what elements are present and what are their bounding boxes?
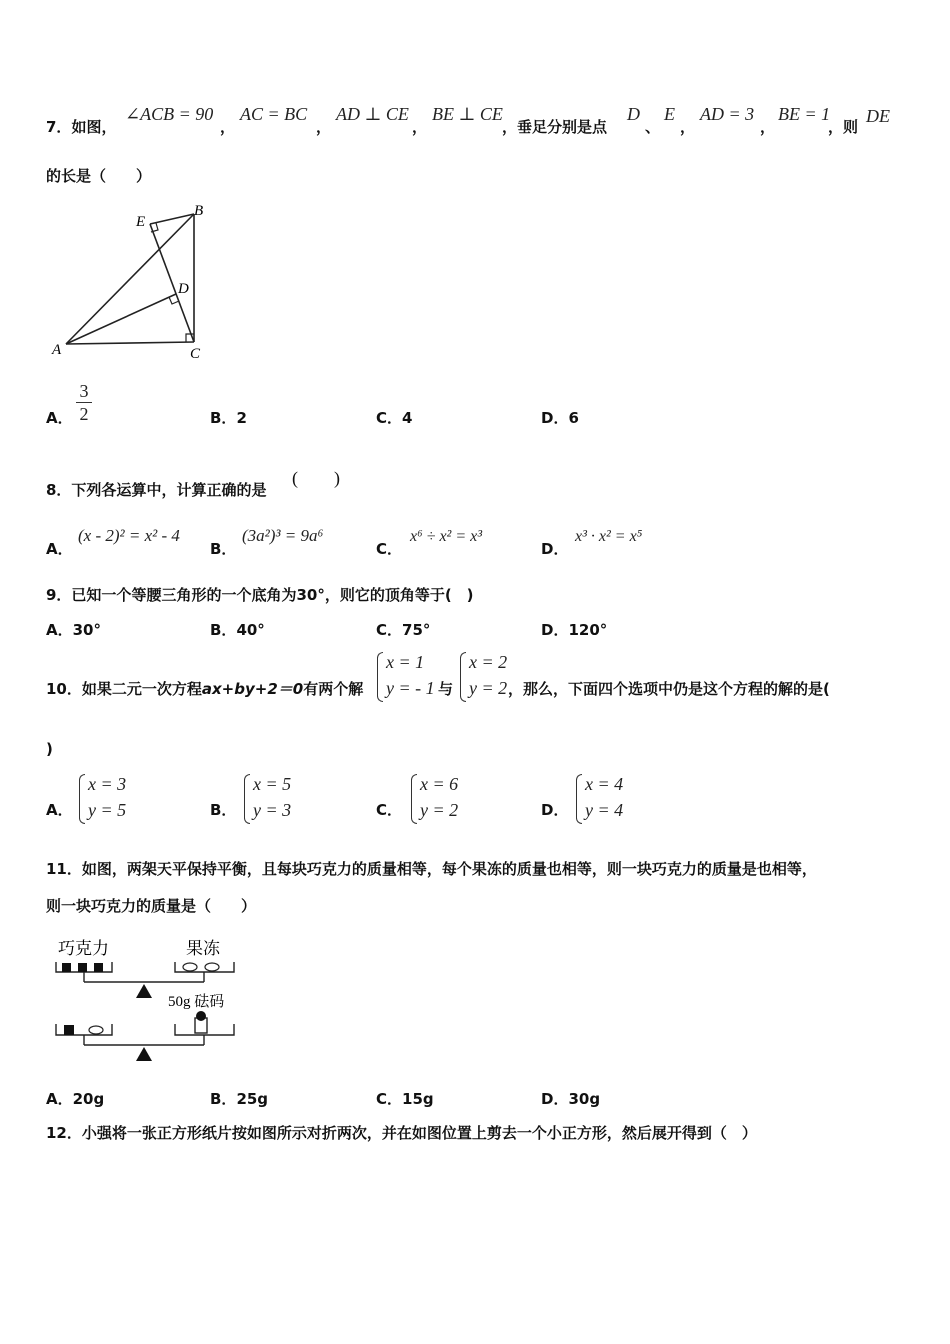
line-ac [66,342,194,344]
line-ab [66,214,194,344]
q10-sol2: x = 2 y = 2 [469,652,508,698]
jelly-1b [205,963,219,971]
q8-text: 8．下列各运算中，计算正确的是 [46,481,267,499]
q9-text: 9．已知一个等腰三角形的一个底角为30°，则它的顶角等于( ) [46,586,474,604]
q7-cond-be-perp: BE ⊥ CE [432,104,503,124]
weight-knob [196,1011,206,1021]
q7-cond-ad-perp: AD ⊥ CE [336,104,409,124]
q11-option-b[interactable]: B．25g [210,1090,269,1108]
q8-option-a[interactable]: A． [46,540,73,558]
q7-sep: ， [412,118,428,136]
q8-option-d[interactable]: D． [541,540,569,558]
q10-option-a-brace [79,774,85,824]
q7-point-d: D [627,104,640,124]
q7-sep: ， [760,118,776,136]
q11-option-a[interactable]: A．20g [46,1090,105,1108]
q10-option-c-brace [411,774,417,824]
q8-option-c[interactable]: C． [376,540,403,558]
q7-option-a-fraction: 3 2 [74,381,94,424]
q11-line2: 则一块巧克力的质量是（ ） [46,897,257,915]
q8-option-d-expr: x³ · x² = x⁵ [575,528,643,545]
q10-pre: 10．如果二元一次方程ax+by+2＝0有两个解 [46,680,364,698]
q11-balance-figure [50,932,250,1067]
q8-option-a-expr: (x - 2)² = x² - 4 [78,526,180,545]
q7-foot-text: ，垂足分别是点 [502,118,608,136]
q7-de: DE [866,106,890,126]
label-d: D [178,281,189,297]
fulcrum-2 [136,1047,152,1061]
label-c: C [190,346,201,362]
q10-option-b-system: x = 5 y = 3 [253,774,292,820]
q9-option-a[interactable]: A．30° [46,621,101,639]
q7-cond-ac-bc: AC = BC [240,104,308,124]
q7-number: 7．如图， [46,118,117,136]
q7-sep: ， [316,118,332,136]
q10-option-d[interactable]: D． [541,801,569,819]
q10-sol1-brace [377,652,383,702]
q8-option-b[interactable]: B． [210,540,237,558]
label-chocolate: 巧克力 [58,939,109,958]
q11-option-d[interactable]: D．30g [541,1090,601,1108]
chocolate-1b [78,963,87,972]
q10-option-d-system: x = 4 y = 4 [585,774,624,820]
q7-option-d[interactable]: D．6 [541,409,579,427]
q11-option-c[interactable]: C．15g [376,1090,434,1108]
chocolate-1c [94,963,103,972]
label-a: A [52,342,62,358]
q10-option-b-brace [244,774,250,824]
q7-then: ，则 [828,118,859,136]
jelly-2 [89,1026,103,1034]
q9-option-d[interactable]: D．120° [541,621,608,639]
q7-option-b[interactable]: B．2 [210,409,247,427]
q10-option-a-system: x = 3 y = 5 [88,774,127,820]
q9-option-b[interactable]: B．40° [210,621,265,639]
chocolate-2 [64,1025,74,1035]
jelly-1a [183,963,197,971]
q7-sep: ， [220,118,236,136]
q9-option-c[interactable]: C．75° [376,621,431,639]
q10-option-c-system: x = 6 y = 2 [420,774,459,820]
q10-line2: ) [46,740,53,758]
chocolate-1a [62,963,71,972]
q11-line1: 11．如图，两架天平保持平衡，且每块巧克力的质量相等，每个果冻的质量也相等，则一块巧克力的质量是也相等， [46,860,817,878]
q7-cond-angle: ∠ACB = 90 [125,104,214,124]
q12-text: 12．小强将一张正方形纸片按如图所示对折两次，并在如图位置上剪去一个小正方形，然后展开得到（ ） [46,1124,757,1142]
q8-option-b-expr: (3a²)³ = 9a⁶ [242,526,324,545]
q10-option-d-brace [576,774,582,824]
q10-yu: 与 [438,680,454,698]
q10-sol1: x = 1 y = - 1 [386,652,435,698]
q7-option-a[interactable]: A． [46,409,73,427]
q7-dun: 、 [645,118,661,136]
fulcrum-1 [136,984,152,998]
q10-option-c[interactable]: C． [376,801,403,819]
q7-value-ad: AD = 3 [700,104,755,124]
q8-option-c-expr: x⁶ ÷ x² = x³ [410,528,483,545]
label-b: B [194,203,204,219]
q7-point-e: E [664,104,675,124]
q7-triangle-figure [48,196,228,366]
q10-option-a[interactable]: A． [46,801,73,819]
q8-paren: ( ) [292,468,340,488]
q7-option-c[interactable]: C．4 [376,409,413,427]
q10-option-b[interactable]: B． [210,801,237,819]
q10-post: ，那么，下面四个选项中仍是这个方程的解的是( [508,680,830,698]
q7-sep: ， [680,118,696,136]
line-be [150,214,194,224]
label-e: E [136,214,146,230]
q7-value-be: BE = 1 [778,104,831,124]
label-weight: 50g 砝码 [168,994,225,1010]
q10-sol2-brace [460,652,466,702]
line-ad [66,294,176,344]
label-jelly: 果冻 [186,939,220,958]
q7-line2: 的长是（ ） [46,167,152,185]
